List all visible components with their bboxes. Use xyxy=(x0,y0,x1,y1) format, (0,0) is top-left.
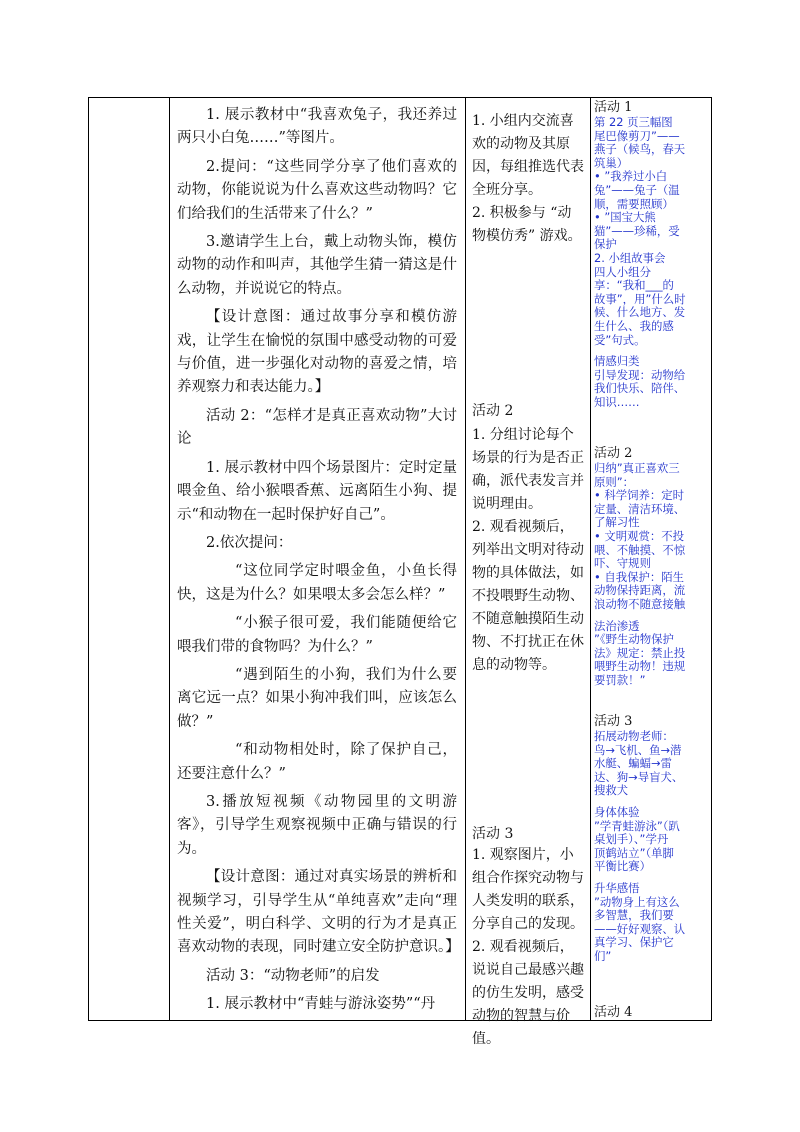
question: “和动物相处时，除了保护自己，还要注意什么？” xyxy=(177,742,457,782)
paragraph: 1. 展示教材中四个场景图片：定时定量喂金鱼、给小猴喂香蕉、远离陌生小狗、提示“和动物在一起时保护好自己”。 xyxy=(177,459,457,523)
note-subheading: 升华感悟 xyxy=(594,880,640,895)
paragraph: 2. 观看视频后，列举出文明对待动物的具体做法，如不投喂野生动物、不随意触摸陌生动物、不打扰正在休息的动物等。 xyxy=(472,519,584,673)
note-subheading: 法治渗透 xyxy=(594,618,640,633)
note-line: 筑巢） xyxy=(594,155,629,170)
note-line: 定量、清洁环境、 xyxy=(594,501,686,516)
student-block-3 xyxy=(472,844,584,1051)
note-line: 故事”，用”什么时 xyxy=(594,291,686,306)
paragraph: 2.提问：“这些同学分享了他们喜欢的动物，你能说说为什么喜欢这些动物吗？它们给我们的生活带来了什么？” xyxy=(177,158,457,222)
design-intent: 【设计意图：通过对真实场景的辨析和视频学习，引导学生从“单纯喜欢”走向“理性关爱”，明白科学、文明的行为才是真正喜欢动物的表现，同时建立安全防护意识。】 xyxy=(177,869,460,956)
note-line: 顶鹤站立”（单脚 xyxy=(594,845,674,860)
note-line: 候、什么地方、发 xyxy=(594,305,686,320)
note-lines xyxy=(594,462,709,612)
note-line: 尾巴像剪刀”—— xyxy=(594,128,680,143)
note-line: 知识…… xyxy=(594,394,640,409)
note-line: 我们快乐、陪伴、 xyxy=(594,381,686,396)
note-line: 水艇、蝙蝠→雷 xyxy=(594,756,672,771)
activity-heading: 活动 2：“怎样才是真正喜欢动物”大讨论 xyxy=(177,407,457,448)
paragraph: 1. 观察图片，小组合作探究动物与人类发明的联系，分享自己的发现。 xyxy=(472,847,584,932)
note-line: 第 22 页三幅图 xyxy=(594,115,673,129)
question: “小猴子很可爱，我们能随便给它喂我们带的食物吗？为什么？” xyxy=(177,615,457,655)
note-lines xyxy=(594,882,709,964)
paragraph: 1. 分组讨论每个场景的行为是否正确，派代表发言并说明理由。 xyxy=(472,427,584,512)
paragraph: 2. 积极参与 “动物模仿秀” 游戏。 xyxy=(472,205,582,244)
activity-heading: 活动 3：“动物老师”的启发 xyxy=(206,967,380,984)
paragraph: 1. 展示教材中“青蛙与游泳姿势”“丹 xyxy=(206,996,436,1013)
note-line: 兔”——兔子（温 xyxy=(594,182,680,197)
paragraph: 2.依次提问： xyxy=(206,534,293,551)
note-line: 2. 小组故事会 xyxy=(594,250,666,265)
note-line: 猫”——珍稀，受 xyxy=(594,223,680,238)
question: “这位同学定时喂金鱼，小鱼长得快，这是为什么？如果喂太多会怎么样？” xyxy=(177,563,457,603)
note-line: 们” xyxy=(594,948,612,963)
note-line: 桌划手）、”学丹 xyxy=(594,832,669,847)
activity-label: 活动 1 xyxy=(594,100,633,115)
activity-label: 活动 4 xyxy=(594,1005,633,1020)
student-block-1 xyxy=(472,110,584,248)
note-line: ”动物身上有这么 xyxy=(594,894,680,909)
teacher-activity-column xyxy=(169,98,465,1020)
paragraph: 2. 观看视频后，说说自己最感兴趣的仿生发明，感受动物的智慧与价值。 xyxy=(472,939,584,1047)
student-activity-column xyxy=(465,98,590,1047)
note-line: 受”句式。 xyxy=(594,332,646,347)
note-line: ——好好观察、认 xyxy=(594,921,686,936)
question: “遇到陌生的小狗，我们为什么要离它远一点？如果小狗冲我们叫，应该怎么做？” xyxy=(177,666,457,730)
notes-activity-1 xyxy=(594,100,709,409)
note-line: 拓展动物老师： xyxy=(594,729,674,743)
note-line: 真学习、保护它 xyxy=(594,935,674,950)
note-line: 归纳”真正喜欢三 xyxy=(594,461,680,475)
note-line: 搜救犬 xyxy=(594,783,629,798)
note-line: 喂野生动物！违规 xyxy=(594,659,686,674)
note-line: • 自我保护：陌生 xyxy=(594,569,685,584)
note-line: ”《野生动物保护 xyxy=(594,632,674,647)
paragraph: 1. 小组内交流喜欢的动物及其原因，每组推选代表全班分享。 xyxy=(472,113,584,198)
note-line: 喂、不触摸、不惊 xyxy=(594,542,686,557)
note-lines xyxy=(594,116,709,347)
note-line: ”学青蛙游泳”（趴 xyxy=(594,818,680,833)
note-lines xyxy=(594,730,709,798)
note-line: 平衡比赛） xyxy=(594,859,651,874)
activity-label: 活动 2 xyxy=(472,403,514,419)
note-line: • ”国宝大熊 xyxy=(594,210,656,225)
note-line: • 科学饲养：定时 xyxy=(594,488,685,503)
design-notes-column xyxy=(590,98,712,1020)
note-line: 原则”： xyxy=(594,474,635,489)
note-line: 生什么、我的感 xyxy=(594,318,674,333)
note-lines xyxy=(594,806,709,874)
paragraph: 3.邀请学生上台，戴上动物头饰，模仿动物的动作和叫声，其他学生猜一猜这是什么动物，并说说它的特点。 xyxy=(177,234,457,297)
note-subheading: 身体体验 xyxy=(594,804,640,819)
note-line: 引导发现：动物给 xyxy=(594,367,686,382)
lesson-plan-table xyxy=(88,97,712,1047)
notes-activity-4 xyxy=(594,1005,709,1021)
activity-label: 活动 2 xyxy=(594,446,633,461)
note-line: 要罚款！” xyxy=(594,672,646,687)
design-intent: 【设计意图：通过故事分享和模仿游戏，让学生在愉悦的氛围中感受动物的可爱与价值，进一步强化对动物的喜爱之情，培养观察力和表达能力。】 xyxy=(177,309,457,396)
note-line: 法》规定：禁止投 xyxy=(594,645,686,660)
note-line: 多智慧，我们要 xyxy=(594,908,674,923)
paragraph: 3.播放短视频《动物园里的文明游客》，引导学生观察视频中正确与错误的行为。 xyxy=(177,793,457,857)
note-line: 动物保持距离，流 xyxy=(594,583,686,598)
note-line: 顺，需要照顾） xyxy=(594,196,674,211)
note-line: • 文明观赏：不投 xyxy=(594,528,685,543)
note-line: 保护 xyxy=(594,237,617,252)
note-line: 了解习性 xyxy=(594,515,640,530)
note-line: 燕子（候鸟，春天 xyxy=(594,142,686,157)
note-line: 鸟→飞机、鱼→潜 xyxy=(594,742,682,757)
note-line: 浪动物不随意接触 xyxy=(594,596,686,611)
note-lines xyxy=(594,355,709,409)
note-line: 吓、守规则 xyxy=(594,556,651,571)
note-line: 四人小组分 xyxy=(594,264,651,279)
paragraph: 1. 展示教材中“我喜欢兔子，我还养过两只小白兔……”等图片。 xyxy=(177,107,457,147)
note-line: 达、狗→导盲犬、 xyxy=(594,769,684,784)
activity-label: 活动 3 xyxy=(472,826,514,842)
student-block-2 xyxy=(472,424,584,677)
note-lines xyxy=(594,620,709,688)
notes-activity-3 xyxy=(594,714,709,964)
note-line: 享：“我和___的 xyxy=(594,278,674,293)
note-subheading: 情感归类 xyxy=(594,354,640,369)
note-line: • ”我养过小白 xyxy=(594,169,668,184)
notes-activity-2 xyxy=(594,446,709,688)
activity-label: 活动 3 xyxy=(594,714,633,729)
